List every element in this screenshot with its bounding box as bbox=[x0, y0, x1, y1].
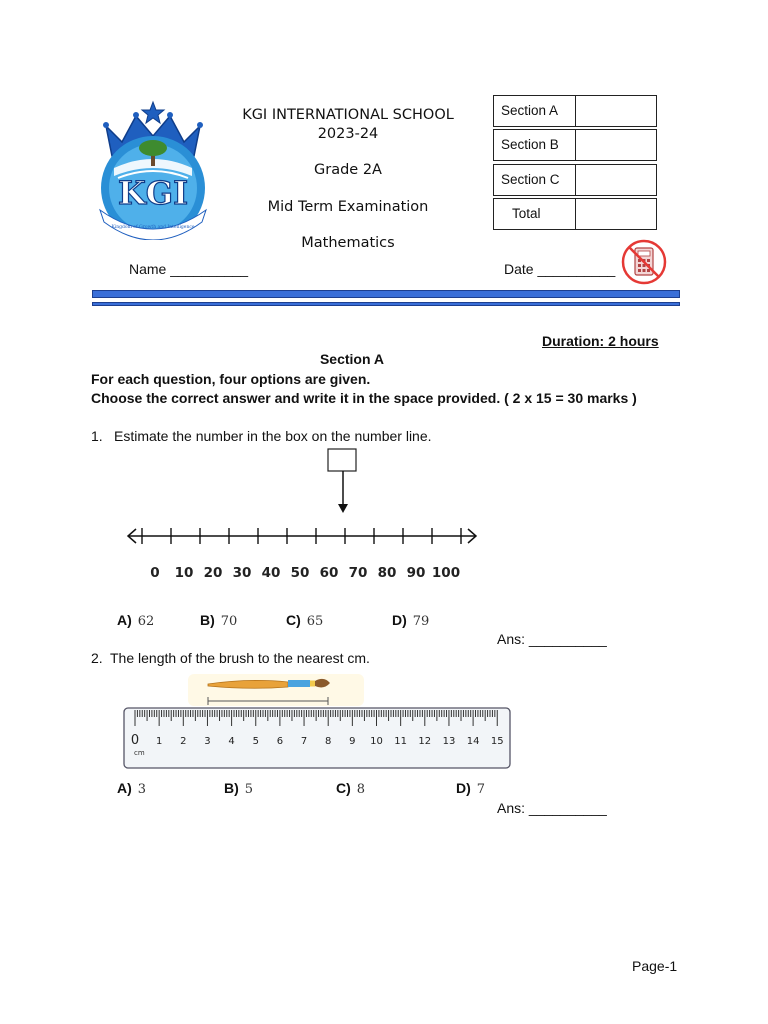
header-rule-thick bbox=[92, 290, 680, 298]
academic-year: 2023-24 bbox=[317, 126, 379, 142]
option-value: 62 bbox=[137, 614, 155, 629]
ruler-label: 3 bbox=[204, 736, 211, 747]
marks-label: Section C bbox=[494, 165, 576, 195]
option-c[interactable] bbox=[286, 612, 323, 629]
ruler-unit: cm bbox=[134, 749, 145, 757]
option-letter: B) bbox=[200, 612, 215, 628]
option-letter: C) bbox=[336, 780, 351, 796]
no-calculator-icon bbox=[620, 238, 668, 286]
number-line-label: 70 bbox=[348, 565, 368, 581]
marks-label: Section A bbox=[494, 96, 576, 126]
option-d[interactable] bbox=[456, 780, 485, 797]
number-line-label: 60 bbox=[319, 565, 339, 581]
marks-cell[interactable] bbox=[576, 130, 656, 160]
option-value: 7 bbox=[476, 782, 486, 797]
marks-cell[interactable] bbox=[576, 165, 656, 195]
answer-box bbox=[328, 449, 356, 471]
ruler-label: 13 bbox=[442, 736, 456, 747]
option-b[interactable] bbox=[200, 612, 237, 629]
option-c[interactable] bbox=[336, 780, 365, 797]
marks-label: Total bbox=[494, 199, 576, 229]
ruler-label: 15 bbox=[490, 736, 504, 747]
number-line-figure bbox=[120, 444, 490, 584]
marks-row-total bbox=[493, 198, 657, 230]
school-logo bbox=[92, 98, 214, 240]
option-letter: A) bbox=[117, 780, 132, 796]
logo-text: KGI bbox=[117, 174, 189, 212]
date-field[interactable]: Date __________ bbox=[504, 261, 616, 277]
option-letter: D) bbox=[456, 780, 471, 796]
exam-title: Mid Term Examination bbox=[267, 199, 429, 215]
ruler-figure bbox=[120, 668, 515, 774]
ruler-label: 12 bbox=[418, 736, 432, 747]
number-line-label: 40 bbox=[261, 565, 281, 581]
arrow-head-icon bbox=[338, 504, 348, 513]
header-rule-thin bbox=[92, 302, 680, 306]
option-value: 65 bbox=[306, 614, 324, 629]
marks-row-section-c bbox=[493, 164, 657, 196]
option-letter: D) bbox=[392, 612, 407, 628]
ruler-label: 9 bbox=[349, 736, 356, 747]
option-a[interactable] bbox=[117, 780, 146, 797]
number-line-label: 50 bbox=[290, 565, 310, 581]
ruler-label: 5 bbox=[252, 736, 259, 747]
question-text: Estimate the number in the box on the number line. bbox=[114, 428, 432, 444]
number-line-label: 30 bbox=[232, 565, 252, 581]
marks-row-section-b bbox=[493, 129, 657, 161]
number-line-label: 80 bbox=[377, 565, 397, 581]
number-line-label: 100 bbox=[431, 565, 461, 581]
option-value: 5 bbox=[244, 782, 254, 797]
question-number: 2. bbox=[91, 650, 103, 666]
ruler-label: 10 bbox=[370, 736, 383, 747]
instruction-line-1: For each question, four options are given. bbox=[91, 371, 371, 387]
name-field[interactable]: Name __________ bbox=[129, 261, 249, 277]
option-value: 8 bbox=[356, 782, 366, 797]
ruler-label: 4 bbox=[228, 736, 235, 747]
number-line-label: 10 bbox=[174, 565, 194, 581]
question-number: 1. bbox=[91, 428, 103, 444]
grade-label: Grade 2A bbox=[314, 162, 382, 178]
number-line-label: 90 bbox=[406, 565, 426, 581]
option-letter: C) bbox=[286, 612, 301, 628]
ruler-label: 7 bbox=[300, 736, 308, 747]
option-value: 79 bbox=[412, 614, 430, 629]
duration-label: Duration: 2 hours bbox=[542, 333, 659, 349]
ruler-label: 2 bbox=[180, 736, 187, 747]
marks-cell[interactable] bbox=[576, 199, 656, 229]
number-line-label: 0 bbox=[150, 565, 160, 581]
answer-field[interactable]: Ans: __________ bbox=[497, 631, 607, 647]
school-name: KGI INTERNATIONAL SCHOOL bbox=[242, 107, 454, 123]
subject-title: Mathematics bbox=[301, 235, 395, 251]
marks-cell[interactable] bbox=[576, 96, 656, 126]
option-a[interactable] bbox=[117, 612, 154, 629]
ruler-label: 6 bbox=[276, 736, 284, 747]
question-text: The length of the brush to the nearest cm. bbox=[110, 650, 370, 666]
option-d[interactable] bbox=[392, 612, 429, 629]
option-letter: A) bbox=[117, 612, 132, 628]
section-title: Section A bbox=[319, 351, 385, 367]
ruler-label: 11 bbox=[394, 736, 408, 747]
option-b[interactable] bbox=[224, 780, 253, 797]
answer-field[interactable]: Ans: __________ bbox=[497, 800, 607, 816]
logo-motto: Kingdom of Growth and Intelligence bbox=[111, 225, 195, 230]
option-letter: B) bbox=[224, 780, 239, 796]
ruler-label: 0 bbox=[130, 733, 140, 748]
ruler-label: 8 bbox=[325, 736, 332, 747]
option-value: 3 bbox=[137, 782, 147, 797]
marks-label: Section B bbox=[494, 130, 576, 160]
option-value: 70 bbox=[220, 614, 238, 629]
marks-row-section-a bbox=[493, 95, 657, 127]
instruction-line-2: Choose the correct answer and write it in the space provided. ( 2 x 15 = 30 marks ) bbox=[91, 390, 637, 406]
ruler-label: 14 bbox=[466, 736, 480, 747]
number-line-label: 20 bbox=[203, 565, 223, 581]
ruler-label: 1 bbox=[155, 736, 163, 747]
page-number: Page-1 bbox=[632, 958, 678, 974]
